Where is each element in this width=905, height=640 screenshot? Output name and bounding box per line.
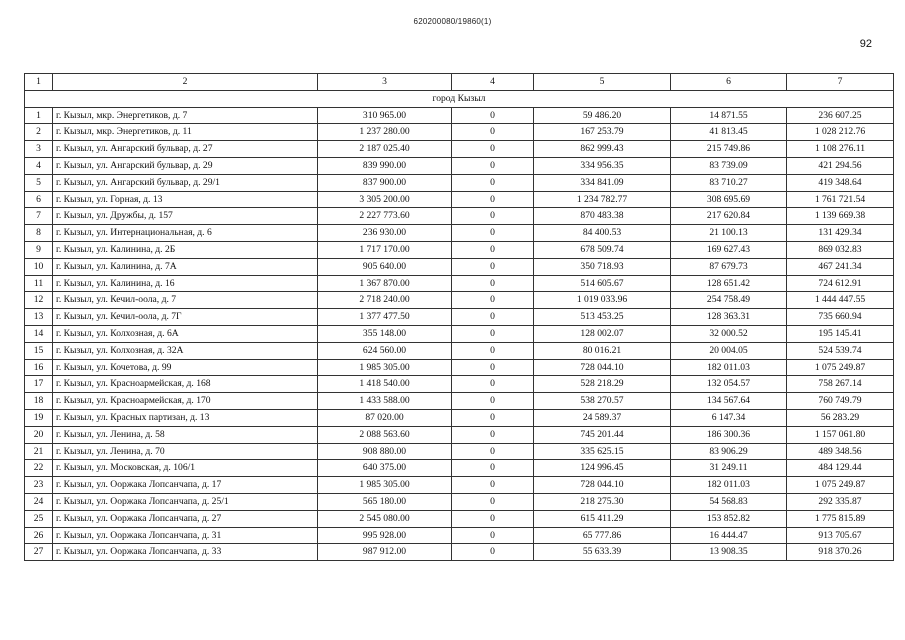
table-cell: г. Кызыл, ул. Горная, д. 13 <box>53 191 318 208</box>
table-cell: г. Кызыл, ул. Ооржака Лопсанчапа, д. 17 <box>53 477 318 494</box>
table-cell: 0 <box>452 191 534 208</box>
table-cell: 0 <box>452 309 534 326</box>
table-row <box>25 477 894 494</box>
table-cell: 65 777.86 <box>534 527 671 544</box>
table-cell: 0 <box>452 510 534 527</box>
table-cell: 0 <box>452 477 534 494</box>
table-cell: г. Кызыл, ул. Ангарский бульвар, д. 29/1 <box>53 174 318 191</box>
table-row <box>25 426 894 443</box>
table-cell: 10 <box>25 258 53 275</box>
table-cell: 84 400.53 <box>534 225 671 242</box>
table-cell: 132 054.57 <box>671 376 787 393</box>
table-row <box>25 157 894 174</box>
table-cell: 0 <box>452 124 534 141</box>
table-cell: 678 509.74 <box>534 241 671 258</box>
table-cell: г. Кызыл, ул. Ооржака Лопсанчапа, д. 33 <box>53 544 318 561</box>
page-number: 92 <box>859 38 872 50</box>
table-cell: 169 627.43 <box>671 241 787 258</box>
table-cell: 26 <box>25 527 53 544</box>
table-cell: 2 545 080.00 <box>318 510 452 527</box>
table-cell: 0 <box>452 393 534 410</box>
table-cell: 0 <box>452 157 534 174</box>
table-cell: 908 880.00 <box>318 443 452 460</box>
table-cell: 15 <box>25 342 53 359</box>
table-cell: 56 283.29 <box>787 409 894 426</box>
table-row <box>25 309 894 326</box>
table-cell: 1 985 305.00 <box>318 359 452 376</box>
table-cell: 4 <box>25 157 53 174</box>
table-cell: 16 444.47 <box>671 527 787 544</box>
table-cell: 489 348.56 <box>787 443 894 460</box>
table-row <box>25 342 894 359</box>
table-cell: 0 <box>452 241 534 258</box>
table-row <box>25 124 894 141</box>
table-cell: 0 <box>452 460 534 477</box>
table-row <box>25 225 894 242</box>
table-cell: 308 695.69 <box>671 191 787 208</box>
table-cell: 217 620.84 <box>671 208 787 225</box>
table-cell: 528 218.29 <box>534 376 671 393</box>
table-cell: 513 453.25 <box>534 309 671 326</box>
data-table <box>24 73 894 561</box>
table-cell: 995 928.00 <box>318 527 452 544</box>
table-cell: 0 <box>452 174 534 191</box>
table-cell: 1 <box>25 107 53 124</box>
table-cell: 310 965.00 <box>318 107 452 124</box>
column-header: 3 <box>318 74 452 91</box>
table-cell: 524 539.74 <box>787 342 894 359</box>
table-cell: 54 568.83 <box>671 493 787 510</box>
table-row <box>25 208 894 225</box>
table-cell: 31 249.11 <box>671 460 787 477</box>
table-cell: 186 300.36 <box>671 426 787 443</box>
table-cell: 514 605.67 <box>534 275 671 292</box>
table-cell: 236 930.00 <box>318 225 452 242</box>
table-row <box>25 544 894 561</box>
table-cell: 758 267.14 <box>787 376 894 393</box>
table-cell: 1 367 870.00 <box>318 275 452 292</box>
table-cell: 1 234 782.77 <box>534 191 671 208</box>
table-cell: 905 640.00 <box>318 258 452 275</box>
table-cell: 760 749.79 <box>787 393 894 410</box>
table-cell: 83 739.09 <box>671 157 787 174</box>
table-cell: 862 999.43 <box>534 141 671 158</box>
table-cell: г. Кызыл, ул. Калинина, д. 2Б <box>53 241 318 258</box>
table-cell: 20 004.05 <box>671 342 787 359</box>
table-cell: 421 294.56 <box>787 157 894 174</box>
table-cell: 565 180.00 <box>318 493 452 510</box>
table-cell: 292 335.87 <box>787 493 894 510</box>
table-cell: 6 147.34 <box>671 409 787 426</box>
table-cell: 41 813.45 <box>671 124 787 141</box>
table-row <box>25 493 894 510</box>
table-cell: 1 775 815.89 <box>787 510 894 527</box>
table-row <box>25 141 894 158</box>
table-cell: 17 <box>25 376 53 393</box>
column-header: 6 <box>671 74 787 91</box>
table-cell: 13 908.35 <box>671 544 787 561</box>
table-cell: 11 <box>25 275 53 292</box>
column-header: 4 <box>452 74 534 91</box>
table-cell: 1 075 249.87 <box>787 477 894 494</box>
table-cell: г. Кызыл, ул. Московская, д. 106/1 <box>53 460 318 477</box>
table-row <box>25 107 894 124</box>
table-cell: 334 956.35 <box>534 157 671 174</box>
table-cell: 13 <box>25 309 53 326</box>
table-cell: 0 <box>452 376 534 393</box>
table-cell: 12 <box>25 292 53 309</box>
table-cell: г. Кызыл, ул. Ленина, д. 70 <box>53 443 318 460</box>
table-cell: 0 <box>452 107 534 124</box>
table-cell: 254 758.49 <box>671 292 787 309</box>
table-cell: 3 305 200.00 <box>318 191 452 208</box>
table-cell: г. Кызыл, ул. Калинина, д. 7А <box>53 258 318 275</box>
table-cell: 14 <box>25 325 53 342</box>
table-cell: г. Кызыл, ул. Кочетова, д. 99 <box>53 359 318 376</box>
table-cell: 59 486.20 <box>534 107 671 124</box>
table-cell: 21 100.13 <box>671 225 787 242</box>
table-cell: 0 <box>452 443 534 460</box>
table-cell: г. Кызыл, мкр. Энергетиков, д. 11 <box>53 124 318 141</box>
table-cell: 869 032.83 <box>787 241 894 258</box>
table-row <box>25 174 894 191</box>
table-cell: 1 717 170.00 <box>318 241 452 258</box>
table-cell: 6 <box>25 191 53 208</box>
table-cell: 1 444 447.55 <box>787 292 894 309</box>
table-cell: 870 483.38 <box>534 208 671 225</box>
table-cell: 918 370.26 <box>787 544 894 561</box>
table-cell: 0 <box>452 275 534 292</box>
column-header: 7 <box>787 74 894 91</box>
table-cell: 23 <box>25 477 53 494</box>
table-cell: 0 <box>452 141 534 158</box>
table-cell: 728 044.10 <box>534 477 671 494</box>
table-cell: 1 139 669.38 <box>787 208 894 225</box>
table-cell: г. Кызыл, ул. Красноармейская, д. 168 <box>53 376 318 393</box>
table-cell: 419 348.64 <box>787 174 894 191</box>
table-cell: 2 088 563.60 <box>318 426 452 443</box>
table-row <box>25 443 894 460</box>
table-cell: г. Кызыл, мкр. Энергетиков, д. 7 <box>53 107 318 124</box>
table-cell: 0 <box>452 544 534 561</box>
table-cell: г. Кызыл, ул. Дружбы, д. 157 <box>53 208 318 225</box>
table-cell: 87 679.73 <box>671 258 787 275</box>
table-cell: г. Кызыл, ул. Красноармейская, д. 170 <box>53 393 318 410</box>
table-cell: 24 589.37 <box>534 409 671 426</box>
table-cell: 167 253.79 <box>534 124 671 141</box>
table-cell: 128 651.42 <box>671 275 787 292</box>
column-number-row <box>25 74 894 91</box>
table-row <box>25 258 894 275</box>
table-cell: г. Кызыл, ул. Колхозная, д. 32А <box>53 342 318 359</box>
table-cell: 2 <box>25 124 53 141</box>
table-cell: 32 000.52 <box>671 325 787 342</box>
table-cell: 334 841.09 <box>534 174 671 191</box>
table-cell: г. Кызыл, ул. Калинина, д. 16 <box>53 275 318 292</box>
table-cell: 16 <box>25 359 53 376</box>
table-cell: 24 <box>25 493 53 510</box>
table-cell: 2 718 240.00 <box>318 292 452 309</box>
table-row <box>25 325 894 342</box>
table-cell: 0 <box>452 258 534 275</box>
table-cell: 83 710.27 <box>671 174 787 191</box>
table-cell: 128 363.31 <box>671 309 787 326</box>
table-cell: 735 660.94 <box>787 309 894 326</box>
table-cell: 7 <box>25 208 53 225</box>
table-cell: 20 <box>25 426 53 443</box>
table-cell: 1 075 249.87 <box>787 359 894 376</box>
table-cell: 124 996.45 <box>534 460 671 477</box>
table-row <box>25 359 894 376</box>
table-cell: г. Кызыл, ул. Кечил-оола, д. 7Г <box>53 309 318 326</box>
table-cell: 1 433 588.00 <box>318 393 452 410</box>
table-cell: 182 011.03 <box>671 477 787 494</box>
table-cell: 837 900.00 <box>318 174 452 191</box>
table-cell: 195 145.41 <box>787 325 894 342</box>
table-cell: г. Кызыл, ул. Ооржака Лопсанчапа, д. 27 <box>53 510 318 527</box>
table-cell: 25 <box>25 510 53 527</box>
table-cell: 236 607.25 <box>787 107 894 124</box>
table-cell: 1 028 212.76 <box>787 124 894 141</box>
table-cell: г. Кызыл, ул. Красных партизан, д. 13 <box>53 409 318 426</box>
table-cell: 615 411.29 <box>534 510 671 527</box>
table-cell: г. Кызыл, ул. Ооржака Лопсанчапа, д. 25/1 <box>53 493 318 510</box>
table-cell: 0 <box>452 208 534 225</box>
table-cell: 1 108 276.11 <box>787 141 894 158</box>
table-cell: 355 148.00 <box>318 325 452 342</box>
column-header: 5 <box>534 74 671 91</box>
column-header: 2 <box>53 74 318 91</box>
table-row <box>25 275 894 292</box>
table-row <box>25 409 894 426</box>
table-cell: 3 <box>25 141 53 158</box>
table-cell: 335 625.15 <box>534 443 671 460</box>
table-cell: 1 418 540.00 <box>318 376 452 393</box>
table-cell: 55 633.39 <box>534 544 671 561</box>
table-cell: 0 <box>452 493 534 510</box>
table-cell: 8 <box>25 225 53 242</box>
table-cell: 0 <box>452 292 534 309</box>
table-cell: 0 <box>452 409 534 426</box>
table-cell: 5 <box>25 174 53 191</box>
table-cell: 484 129.44 <box>787 460 894 477</box>
table-cell: г. Кызыл, ул. Ангарский бульвар, д. 27 <box>53 141 318 158</box>
table-cell: 134 567.64 <box>671 393 787 410</box>
table-row <box>25 510 894 527</box>
table-cell: 2 187 025.40 <box>318 141 452 158</box>
section-title: город Кызыл <box>25 90 894 107</box>
table-cell: 1 985 305.00 <box>318 477 452 494</box>
table-cell: 913 705.67 <box>787 527 894 544</box>
table-cell: 0 <box>452 325 534 342</box>
table-cell: 218 275.30 <box>534 493 671 510</box>
table-cell: 14 871.55 <box>671 107 787 124</box>
table-cell: 0 <box>452 426 534 443</box>
table-row <box>25 460 894 477</box>
table-cell: 987 912.00 <box>318 544 452 561</box>
table-cell: 0 <box>452 342 534 359</box>
table-cell: 839 990.00 <box>318 157 452 174</box>
table-cell: 745 201.44 <box>534 426 671 443</box>
table-cell: 22 <box>25 460 53 477</box>
table-body <box>25 90 894 560</box>
table-cell: 27 <box>25 544 53 561</box>
table-row <box>25 393 894 410</box>
table-cell: 9 <box>25 241 53 258</box>
table-cell: 538 270.57 <box>534 393 671 410</box>
table-cell: 182 011.03 <box>671 359 787 376</box>
table-cell: г. Кызыл, ул. Интернациональная, д. 6 <box>53 225 318 242</box>
table-row <box>25 376 894 393</box>
table-cell: 728 044.10 <box>534 359 671 376</box>
section-row <box>25 90 894 107</box>
table-cell: 19 <box>25 409 53 426</box>
table-row <box>25 527 894 544</box>
table-cell: 131 429.34 <box>787 225 894 242</box>
table-cell: 1 237 280.00 <box>318 124 452 141</box>
table-row <box>25 241 894 258</box>
table-cell: 0 <box>452 225 534 242</box>
table-cell: 83 906.29 <box>671 443 787 460</box>
table-cell: 0 <box>452 527 534 544</box>
table-cell: 1 019 033.96 <box>534 292 671 309</box>
column-header: 1 <box>25 74 53 91</box>
table-cell: 624 560.00 <box>318 342 452 359</box>
table-cell: 80 016.21 <box>534 342 671 359</box>
table-cell: 215 749.86 <box>671 141 787 158</box>
table-cell: г. Кызыл, ул. Колхозная, д. 6А <box>53 325 318 342</box>
document-id: 620200080/19860(1) <box>413 17 492 26</box>
table-cell: 18 <box>25 393 53 410</box>
table-cell: г. Кызыл, ул. Ленина, д. 58 <box>53 426 318 443</box>
table-row <box>25 191 894 208</box>
table-cell: 87 020.00 <box>318 409 452 426</box>
table-cell: 350 718.93 <box>534 258 671 275</box>
table-cell: 640 375.00 <box>318 460 452 477</box>
table-cell: 1 761 721.54 <box>787 191 894 208</box>
table-cell: 153 852.82 <box>671 510 787 527</box>
table-cell: г. Кызыл, ул. Ооржака Лопсанчапа, д. 31 <box>53 527 318 544</box>
table-cell: 724 612.91 <box>787 275 894 292</box>
table-cell: 467 241.34 <box>787 258 894 275</box>
table-cell: 128 002.07 <box>534 325 671 342</box>
table-cell: г. Кызыл, ул. Кечил-оола, д. 7 <box>53 292 318 309</box>
table-row <box>25 292 894 309</box>
table-cell: 1 157 061.80 <box>787 426 894 443</box>
table-cell: 1 377 477.50 <box>318 309 452 326</box>
table-cell: 2 227 773.60 <box>318 208 452 225</box>
table-cell: 0 <box>452 359 534 376</box>
table-cell: 21 <box>25 443 53 460</box>
table-cell: г. Кызыл, ул. Ангарский бульвар, д. 29 <box>53 157 318 174</box>
